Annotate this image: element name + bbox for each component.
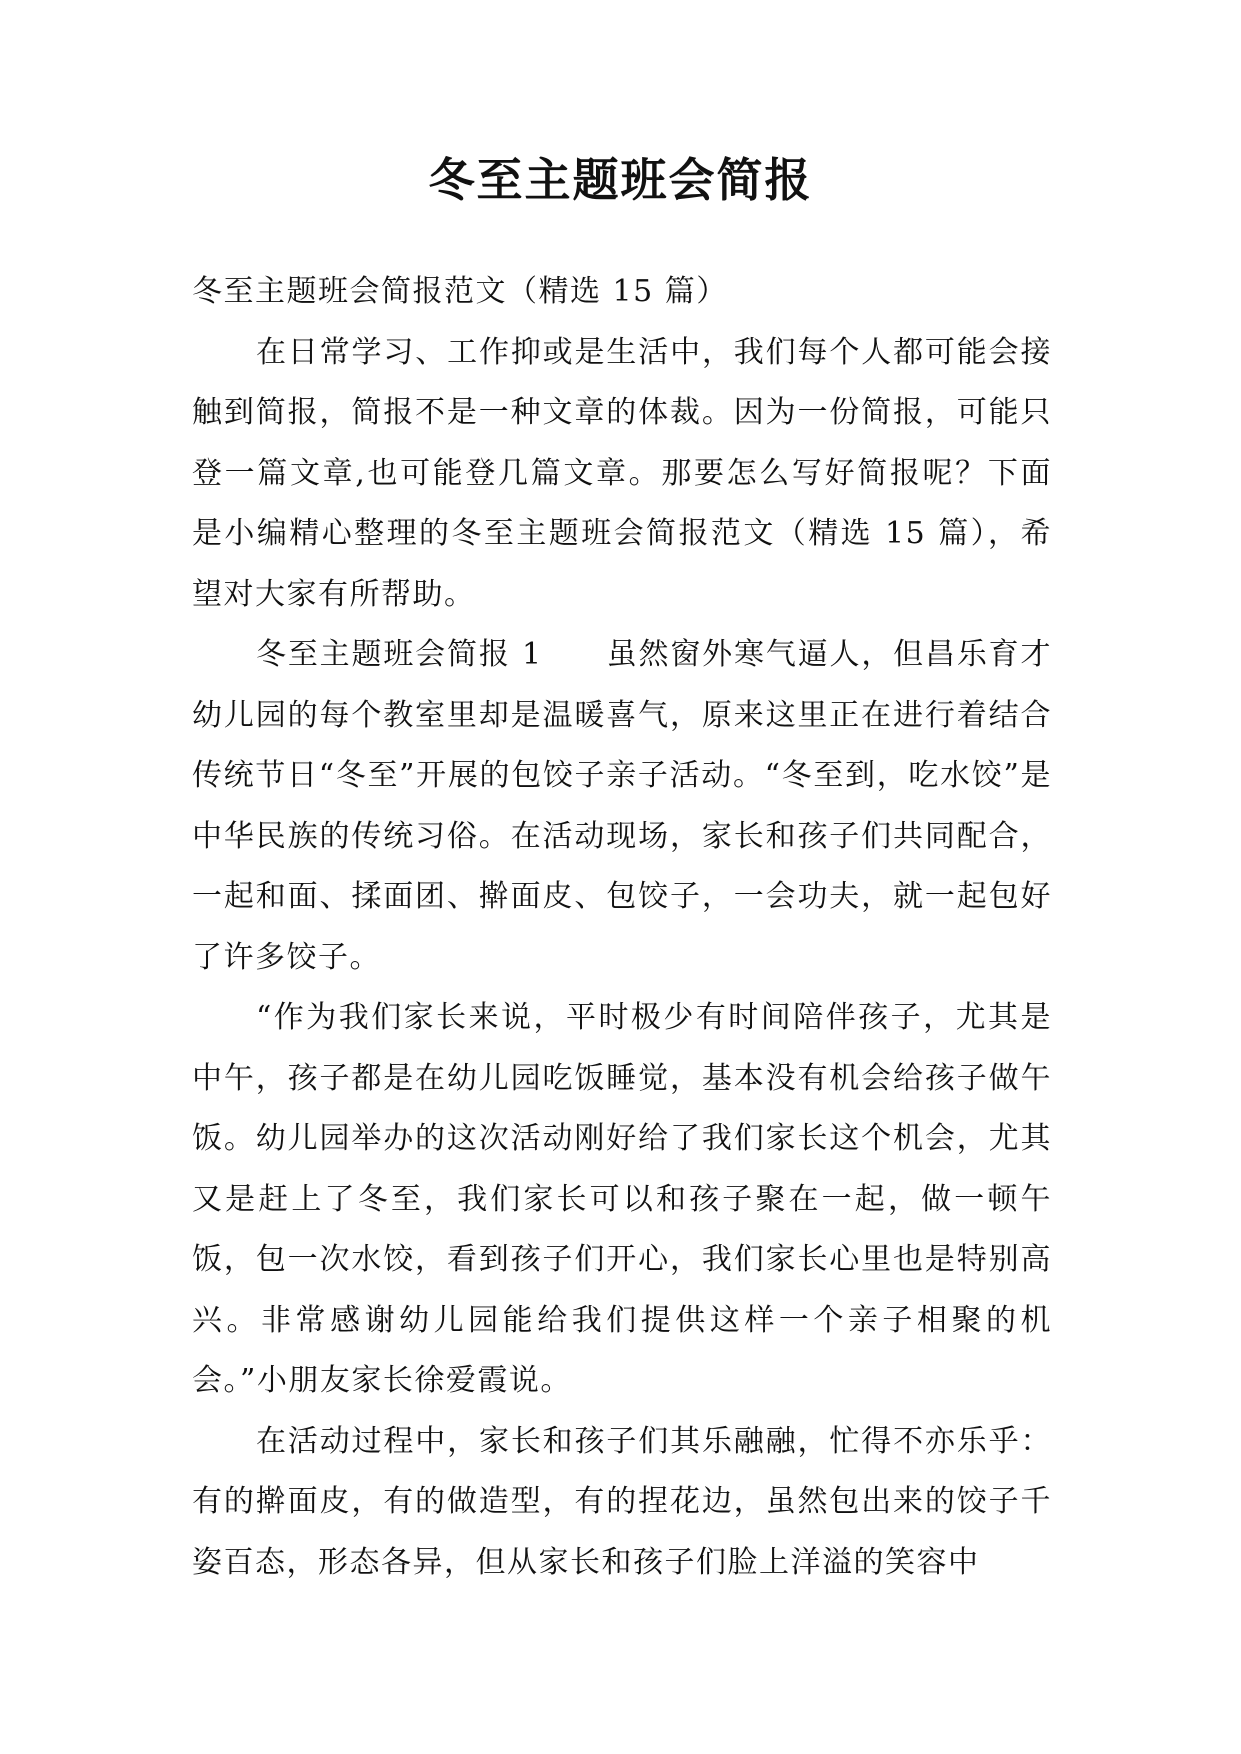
paragraph-activity: 在活动过程中，家长和孩子们其乐融融，忙得不亦乐乎：有的擀面皮，有的做造型，有的捏花边，虽然包出来的饺子千姿百态，形态各异，但从家长和孩子们脸上洋溢的笑容中	[192, 1423, 1052, 1580]
paragraph-report-1: 冬至主题班会简报 1 虽然窗外寒气逼人，但昌乐育才幼儿园的每个教室里却是温暖喜气，原来这里正在进行着结合传统节日“冬至”开展的包饺子亲子活动。“冬至到，吃水饺”是中华民族的传统习俗。在活动现场，家长和孩子们共同配合，一起和面、揉面团、擀面皮、包饺子，一会功夫，就一起包好了许多饺子。	[192, 637, 1052, 975]
paragraph-parent-quote: “作为我们家长来说，平时极少有时间陪伴孩子，尤其是中午，孩子都是在幼儿园吃饭睡觉，基本没有机会给孩子做午饭。幼儿园举办的这次活动刚好给了我们家长这个机会，尤其又是赶上了冬至，我们家长可以和孩子聚在一起，做一顿午饭，包一次水饺，看到孩子们开心，我们家长心里也是特别高兴。非常感谢幼儿园能给我们提供这样一个亲子相聚的机会。”小朋友家长徐爱霞说。	[192, 1000, 1052, 1398]
document-body	[192, 262, 1052, 1593]
document-title: 冬至主题班会简报	[428, 153, 813, 207]
paragraph-intro: 在日常学习、工作抑或是生活中，我们每个人都可能会接触到简报，简报不是一种文章的体裁。因为一份简报，可能只登一篇文章,也可能登几篇文章。那要怎么写好简报呢？下面是小编精心整理的冬至主题班会简报范文（精选 15 篇），希望对大家有所帮助。	[192, 334, 1052, 612]
document-subtitle: 冬至主题班会简报范文（精选 15 篇）	[192, 274, 728, 309]
